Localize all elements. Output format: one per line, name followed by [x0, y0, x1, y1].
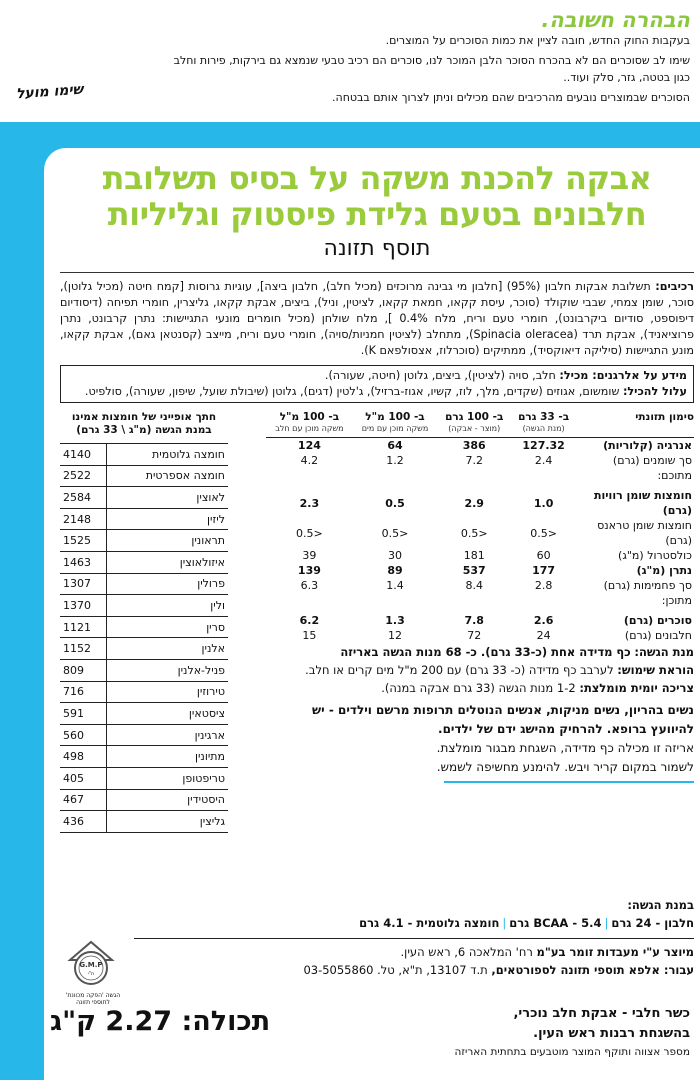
- amino-row: [60, 811, 228, 833]
- amino-row: [60, 767, 228, 789]
- nutrient-value: [353, 593, 437, 608]
- nutrient-name: סך פחמימות (גרם): [603, 579, 692, 592]
- amino-name: חומצה אספרטית: [106, 465, 228, 487]
- nutrient-value: 6.3: [300, 579, 319, 592]
- nutrient-value: 7.2: [465, 454, 483, 467]
- nutrient-value: 4.2: [300, 454, 319, 467]
- nutrient-value: 60: [536, 549, 551, 562]
- nutrition-row: [266, 468, 694, 483]
- nutrition-header-water: ב- 100 מ"ל משקה מוכן עם מים: [361, 411, 429, 433]
- nutrient-name: חומצות שומן טראנס (גרם): [597, 519, 692, 547]
- serving-summary: במנת הגשה: חלבון - 24 גרם|BCAA - 5.4 גרם|חומצה גלוטמית - 4.1 גרם מיוצר ע"י מעבדות זומר בע"מ רח' המלאכה 6, ראש העין. עבור: אלפא תוספי תזונה לספורטאים, ת.ד 13107, ת"א, טל. 03-5055860: [134, 896, 694, 979]
- manufacturer-label: מיוצר ע"י מעבדות זומר בע"מ: [536, 945, 694, 959]
- amino-acids: [60, 411, 228, 833]
- notice-title: הבהרה חשובה.: [541, 8, 690, 32]
- nutrient-value: 127.32: [522, 439, 565, 452]
- nutrient-value: 2.3: [299, 496, 320, 510]
- amino-value: 436: [60, 811, 106, 833]
- allergy-contains-label: מידע על אלרגנים: מכיל:: [559, 369, 687, 382]
- amino-name: אלנין: [106, 638, 228, 660]
- notice: [0, 8, 700, 106]
- nutrient-value: 537: [462, 564, 486, 577]
- nutrient-value: 124: [297, 439, 321, 452]
- nutrient-value: [437, 468, 511, 483]
- amino-row: [60, 789, 228, 811]
- glutamic-amount: חומצה גלוטמית - 4.1 גרם: [359, 916, 500, 930]
- kosher-line-1: כשר חלבי - אבקת חלב נוכרי,: [513, 1006, 690, 1021]
- amino-value: 1463: [60, 551, 106, 573]
- nutrient-name: חלבונים (גרם): [624, 629, 692, 642]
- nutrient-value: [353, 468, 437, 483]
- nutrient-value: 139: [297, 564, 321, 577]
- amino-row: [60, 638, 228, 660]
- amino-title: [60, 411, 228, 443]
- nutrition-header-100g: ב- 100 גרם (מוצר - אבקה): [445, 411, 504, 433]
- nutrition-row: [266, 438, 694, 454]
- amino-row: [60, 659, 228, 681]
- nutrient-name: מתוכם:: [657, 469, 692, 482]
- nutrient-name: סוכרים (גרם): [623, 614, 692, 627]
- nutrient-value: 39: [302, 549, 317, 562]
- nutrition-header-label: סימון תזונתי: [635, 411, 694, 423]
- amino-value: 405: [60, 767, 106, 789]
- nutrient-value: 1.0: [533, 496, 554, 510]
- notice-line-2: שימו לב שסוכרים הם לא בהכרח הסוכר הלבן המוכר לנו, סוכרים הם רכיב טבעי שנמצא גם בירקות, פירות וחלב: [173, 54, 690, 67]
- nutrient-value: 89: [387, 564, 403, 577]
- frame-left-bar: [0, 148, 44, 1080]
- usage-info: [266, 643, 694, 783]
- warning-text: נשים בהריון, נשים מניקות, אנשים הנוטלים תרופות מרשם וילדים - יש להיוועץ ברופא. להרחיק מהישג ידם של ילדים.: [312, 703, 694, 736]
- amino-row: [60, 595, 228, 617]
- notice-line-3: כגון בטטה, גזר, סלק ועוד..: [563, 71, 690, 84]
- protein-amount: חלבון - 24 גרם: [611, 916, 694, 930]
- nutrition-row: [266, 563, 694, 578]
- amino-value: 4140: [60, 444, 106, 466]
- batch-note: מספר אצווה ותוקף המוצר מוטבעים בתחתית האריזה: [454, 1046, 690, 1058]
- importer-label: עבור: אלפא תוספי תזונה לספורטאים,: [491, 963, 694, 977]
- amino-value: 716: [60, 681, 106, 703]
- gmp-logo: [66, 938, 116, 988]
- kosher-info: [513, 1004, 690, 1044]
- nutrient-value: 2.6: [533, 614, 554, 627]
- nutrient-value: 24: [536, 629, 551, 642]
- handwritten-note: שימו מועל: [15, 81, 84, 103]
- nutrient-value: <0.5: [381, 526, 409, 540]
- nutrient-name: סך שומנים (גרם): [612, 454, 692, 467]
- amino-value: 2522: [60, 465, 106, 487]
- amino-row: [60, 573, 228, 595]
- nutrient-value: <0.5: [460, 526, 488, 540]
- amino-row: [60, 746, 228, 768]
- amino-name: טירוזין: [106, 681, 228, 703]
- amino-value: 1307: [60, 573, 106, 595]
- amino-value: 498: [60, 746, 106, 768]
- nutrient-value: [437, 593, 511, 608]
- nutrition-header-milk: ב- 100 מ"ל משקה מוכן עם חלב: [275, 411, 344, 433]
- amino-value: 809: [60, 659, 106, 681]
- amino-name: ליזין: [106, 508, 228, 530]
- ingredients-text: תשלובת אבקות חלבון (95%) [חלבון מי גבינה מרוכזים (מכיל חלב), חלבון ביצה], עוגיות גרוסות [קמח חיטה (מכיל גלוטן), סוכר, שומן צמחי, שבבי שוקולד (סוכר, עיסת קקאו, חמאת קקאו, לציטין, וניל), ביצים, אבקת קקאו, גליצרין, חומרי תפיחה (דיסודיום דיפוספט, סודיום ביקרבונט), חומרי טעם וריח, מלח 0.4% ], מלח שולחן (מכיל חומרים מונעי התגיישות: נתרן קרבונט, נתרן פרוציאניד), אבקת תרד (Spinacia oleracea), מתחלב (לציטין חמניות/סויה), חומרי טעם וריח, מייצב (קסנטאן גאם), אבקת קקאו, מונע התגיישות (סיליקה דיאוקסיד), ממתיקים (סוכרלוז, אצסולפאם K).: [60, 280, 695, 357]
- daily-text: 1-2 מנות הגשה (33 גרם אבקה במנה).: [381, 681, 576, 695]
- usage-line-2: לשמור במקום קריר ויבש. להימנע מחשיפה לשמש.: [436, 760, 694, 774]
- amino-value: 2584: [60, 487, 106, 509]
- amino-value: 560: [60, 724, 106, 746]
- amino-row: [60, 487, 228, 509]
- ingredients: [60, 279, 694, 359]
- nutrient-name: מתוכן:: [661, 594, 692, 607]
- nutrient-name: נתרן (מ"ג): [636, 564, 692, 577]
- amino-value: 467: [60, 789, 106, 811]
- allergy-box: [60, 365, 694, 403]
- amino-name: לאוצין: [106, 487, 228, 509]
- serving-text: כף מדידה אחת (כ-33 גרם). כ- 68 מנות הגשה באריזה: [340, 645, 631, 659]
- amino-value: 1525: [60, 530, 106, 552]
- nutrient-value: 2.9: [464, 496, 484, 510]
- nutrient-value: 1.2: [386, 454, 404, 467]
- nutrient-value: 0.5: [385, 496, 405, 510]
- amino-row: [60, 465, 228, 487]
- amino-name: פניל-אלנין: [106, 659, 228, 681]
- amino-name: ציסטאין: [106, 703, 228, 725]
- nutrient-value: [266, 468, 353, 483]
- nutrient-value: [511, 593, 576, 608]
- nutrient-value: 72: [467, 629, 482, 642]
- daily-label: צריכה יומית מומלצת:: [579, 681, 694, 695]
- gmp-caption: הגשה 'הפקה מכוונת' לתוספי תזונה: [65, 992, 121, 1006]
- gmp-label: G.M.P: [79, 961, 103, 969]
- amino-name: סרין: [106, 616, 228, 638]
- nutrition-row: [266, 483, 694, 518]
- nutrient-name: חומצות שומן רוויות (גרם): [594, 489, 692, 517]
- amino-name: פרולין: [106, 573, 228, 595]
- instructions-text: לערבב כף מדידה (כ- 33 גרם) עם 200 מ"ל מים קרים או חלב.: [305, 663, 614, 677]
- manufacturer-address: רח' המלאכה 6, ראש העין.: [400, 945, 533, 959]
- nutrition-header-serving: ב- 33 גרם (מנת הגשה): [518, 411, 570, 433]
- nutrition-row: [266, 548, 694, 563]
- nutrient-value: 1.4: [386, 579, 404, 592]
- amino-title-line-2: במנת הגשה (מ"ג \ 33 גרם): [76, 424, 212, 436]
- bcaa-amount: BCAA - 5.4 גרם: [509, 916, 602, 930]
- amino-name: ארגינין: [106, 724, 228, 746]
- nutrient-value: 15: [302, 629, 317, 642]
- nutrient-value: 12: [388, 629, 403, 642]
- nutrient-value: 30: [388, 549, 403, 562]
- nutrient-name: כולסטרול (מ"ג): [618, 549, 692, 562]
- nutrient-value: 7.8: [464, 614, 484, 627]
- serving-summary-title: במנת הגשה:: [627, 898, 694, 912]
- amino-value: 1121: [60, 616, 106, 638]
- net-weight-label: תכולה:: [181, 1006, 271, 1037]
- allergy-may: שומשום, אגוזים (שקדים, מלך, לוז, קשיו, אגוז-ברזיל), ג'לטין (דגים), גלוטן (שיבולת שועל, שיפון, שעורה), סולפיט.: [84, 385, 620, 398]
- importer-address: ת.ד 13107, ת"א, טל. 03-5055860: [303, 963, 488, 977]
- nutrition-row: [266, 628, 694, 643]
- amino-title-line-1: חתך אופייני של חומצות אמינו: [71, 411, 217, 423]
- nutrient-name: אנרגיה (קלוריות): [603, 439, 692, 452]
- amino-row: [60, 508, 228, 530]
- amino-row: [60, 724, 228, 746]
- divider: [60, 272, 694, 273]
- nutrient-value: 2.8: [534, 579, 553, 592]
- nutrient-value: 2.4: [534, 454, 553, 467]
- nutrient-value: <0.5: [530, 526, 557, 540]
- allergy-contains: חלב, סויה (לציטין), ביצים, גלוטן (חיטה, שעורה).: [324, 369, 556, 382]
- amino-name: חומצה גלוטמית: [106, 444, 228, 466]
- net-weight: [50, 1006, 270, 1037]
- amino-name: גליצין: [106, 811, 228, 833]
- gmp-sub: ת"י: [87, 971, 95, 977]
- ingredients-label: רכיבים:: [655, 280, 694, 293]
- net-weight-value: 2.27 ק"ג: [50, 1006, 173, 1037]
- amino-row: [60, 444, 228, 466]
- nutrient-value: 181: [463, 549, 485, 562]
- product-subtitle: תוסף תזונה: [323, 236, 431, 261]
- nutrition-row: [266, 593, 694, 608]
- cyan-divider: [444, 781, 694, 783]
- nutrient-value: 64: [387, 439, 403, 452]
- amino-name: טריפטופן: [106, 767, 228, 789]
- nutrient-value: 177: [532, 564, 556, 577]
- nutrition-facts: [266, 411, 694, 643]
- nutrient-value: 386: [462, 439, 486, 452]
- nutrition-table: [266, 411, 694, 643]
- nutrition-row: [266, 453, 694, 468]
- usage-line-1: אריזה זו מכילה כף מדידה, השגחת מבגור מומלצת.: [436, 741, 694, 755]
- amino-name: איזולאוצין: [106, 551, 228, 573]
- amino-name: ולין: [106, 595, 228, 617]
- amino-row: [60, 530, 228, 552]
- amino-row: [60, 616, 228, 638]
- amino-value: 2148: [60, 508, 106, 530]
- nutrient-value: [511, 468, 576, 483]
- nutrition-row: [266, 578, 694, 593]
- amino-row: [60, 681, 228, 703]
- frame-top-bar: [0, 122, 700, 148]
- amino-name: תראונין: [106, 530, 228, 552]
- amino-value: 591: [60, 703, 106, 725]
- notice-line-1: בעקבות החוק החדש, חובה לציין את כמות הסוכרים על המוצרים.: [385, 34, 690, 47]
- nutrient-value: <0.5: [296, 526, 323, 540]
- product-title-line-2: חלבונים בטעם גלידת פיסטוק וגליליות: [107, 195, 647, 233]
- instructions-label: הוראת שימוש:: [617, 663, 694, 677]
- product-title-line-1: אבקה להכנת משקה על בסיס תשלובת: [102, 159, 652, 197]
- serving-label: מנת הגשה:: [634, 645, 694, 659]
- amino-table: [60, 443, 228, 833]
- amino-value: 1370: [60, 595, 106, 617]
- notice-line-4: הסוכרים שבמוצרים נובעים מהרכיבים שהם מכילים וניתן לצרוך אותם בבטחה.: [332, 91, 690, 104]
- tables-area: [60, 411, 694, 831]
- label-content: [60, 160, 694, 831]
- amino-row: [60, 551, 228, 573]
- allergy-may-label: עלול להכיל:: [622, 385, 687, 398]
- nutrition-row: [266, 518, 694, 548]
- amino-name: מתיונין: [106, 746, 228, 768]
- kosher-line-2: בהשגחת רבנות ראש העין.: [533, 1026, 690, 1041]
- product-title: [60, 160, 694, 232]
- nutrient-value: 6.2: [299, 614, 320, 627]
- nutrient-value: 1.3: [385, 614, 405, 627]
- nutrient-value: 8.4: [465, 579, 483, 592]
- nutrient-value: [266, 593, 353, 608]
- amino-value: 1152: [60, 638, 106, 660]
- nutrition-row: [266, 608, 694, 628]
- amino-name: היסטידין: [106, 789, 228, 811]
- amino-row: [60, 703, 228, 725]
